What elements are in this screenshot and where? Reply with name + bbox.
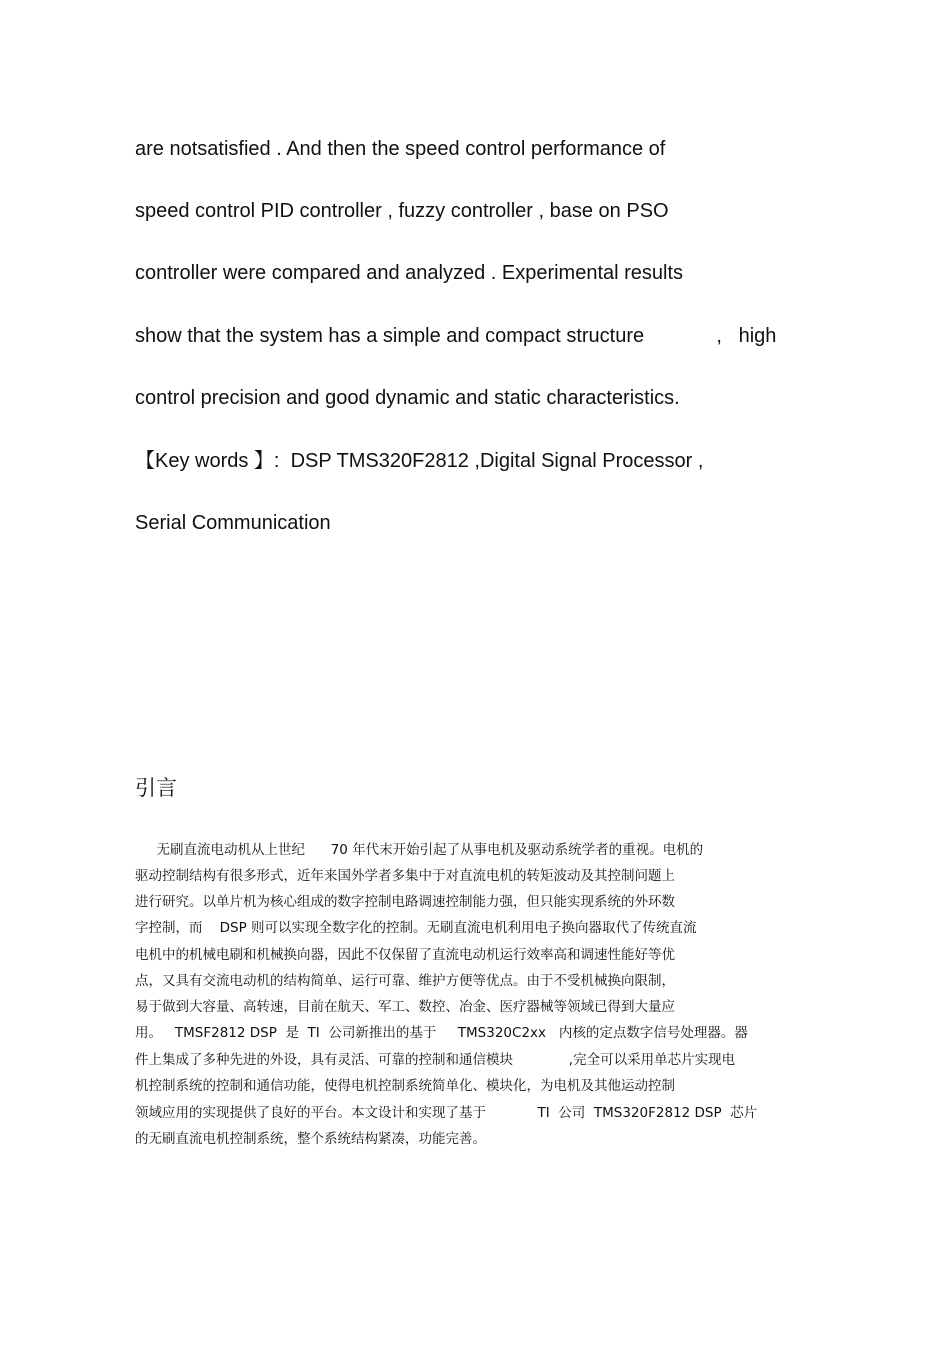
abstract-line-1: are notsatisfied . And then the speed control performance of [135, 138, 666, 160]
paragraph-line-7: 易于做到大容量、高转速，目前在航天、军工、数控、冶金、医疗器械等领域已得到大量应 [135, 999, 675, 1015]
abstract-line-5: control precision and good dynamic and static characteristics. [135, 387, 680, 409]
abstract-line-3: controller were compared and analyzed . Experimental results [135, 262, 684, 284]
keywords-line-2: Serial Communication [135, 512, 331, 534]
abstract-line-4: show that the system has a simple and compact structure , high [135, 325, 777, 347]
section-title: 引言 [135, 776, 177, 800]
abstract-line-2: speed control PID controller , fuzzy controller , base on PSO [135, 200, 669, 222]
paragraph-line-1: 无刷直流电动机从上世纪 70 年代末开始引起了从事电机及驱动系统学者的重视。电机的 [135, 842, 704, 858]
paragraph-line-5: 电机中的机械电刷和机械换向器，因此不仅保留了直流电动机运行效率高和调速性能好等优 [135, 947, 675, 963]
paragraph-line-3: 进行研究。以单片机为核心组成的数字控制电路调速控制能力强，但只能实现系统的外环数 [135, 894, 675, 910]
paragraph-line-2: 驱动控制结构有很多形式，近年来国外学者多集中于对直流电机的转矩波动及其控制问题上 [135, 868, 675, 884]
paragraph-line-10: 机控制系统的控制和通信功能，使得电机控制系统简单化、模块化，为电机及其他运动控制 [135, 1078, 675, 1094]
paragraph-line-9: 件上集成了多种先进的外设，具有灵活、可靠的控制和通信模块 ,完全可以采用单芯片实现电 [135, 1052, 736, 1068]
paragraph-line-6: 点，又具有交流电动机的结构简单、运行可靠、维护方便等优点。由于不受机械换向限制， [135, 973, 675, 989]
paragraph-line-12: 的无刷直流电机控制系统，整个系统结构紧凑，功能完善。 [135, 1131, 486, 1147]
paragraph-line-8: 用。 TMSF2812 DSP 是 TI 公司新推出的基于 TMS320C2xx 内核的定点数字信号处理器。器 [135, 1025, 748, 1041]
keywords-line-1: 【Key words 】: DSP TMS320F2812 ,Digital Signal Processor , [135, 450, 704, 472]
paragraph-line-4: 字控制，而 DSP 则可以实现全数字化的控制。无刷直流电机利用电子换向器取代了传统直流 [135, 920, 697, 936]
paragraph-line-11: 领域应用的实现提供了良好的平台。本文设计和实现了基于 TI 公司 TMS320F2812 DSP 芯片 [135, 1105, 758, 1121]
